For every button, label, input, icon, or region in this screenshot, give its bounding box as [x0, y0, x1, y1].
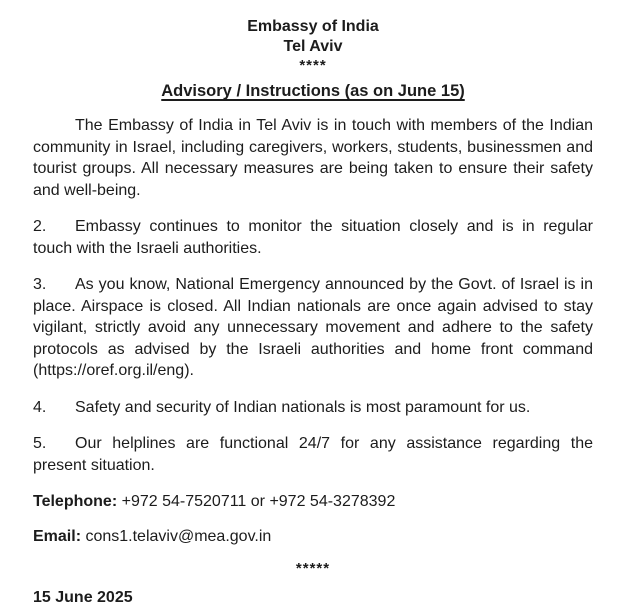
paragraph-4	[33, 397, 593, 419]
paragraph-number: 4.	[33, 398, 47, 416]
telephone-value: +972 54-7520711 or +972 54-3278392	[121, 493, 396, 510]
telephone-label: Telephone:	[33, 493, 118, 510]
separator-top: ****	[299, 57, 327, 74]
telephone-line	[33, 491, 593, 512]
paragraph-2	[33, 216, 593, 259]
paragraph-text: Our helplines are functional 24/7 for any assistance regarding the present situation.	[33, 435, 593, 474]
separator-bottom: *****	[295, 560, 331, 577]
org-city: Tel Aviv	[283, 38, 343, 55]
document-date: 15 June 2025	[33, 589, 133, 606]
paragraph-text: As you know, National Emergency announced by the Govt. of Israel is in place. Airspace is closed. All Indian nationals are once again advised to stay vigilant, strictly avoid any unnecessary movement and adhere to the safety protocols as advised by the Israeli authorities and home front command (https://oref.org.il/eng).	[33, 276, 593, 379]
paragraph-text: Safety and security of Indian nationals is most paramount for us.	[75, 398, 531, 416]
paragraph-5	[33, 433, 593, 476]
email-line	[33, 526, 593, 547]
paragraph-3	[33, 274, 593, 382]
paragraph-number: 3.	[33, 276, 47, 293]
email-label: Email:	[33, 528, 82, 545]
paragraph-number: 5.	[33, 435, 47, 452]
paragraph-text: Embassy continues to monitor the situation closely and is in regular touch with the Israeli authorities.	[33, 218, 593, 257]
org-name: Embassy of India	[247, 18, 379, 35]
document-title: Advisory / Instructions (as on June 15)	[161, 82, 465, 100]
paragraph-number: 2.	[33, 218, 47, 235]
paragraph-intro	[33, 115, 593, 201]
paragraph-text: The Embassy of India in Tel Aviv is in touch with members of the Indian community in Israel, including caregivers, workers, students, businessmen and tourist groups. All necessary measures are being taken to ensure their safety and well-being.	[33, 117, 593, 199]
email-value: cons1.telaviv@mea.gov.in	[85, 528, 272, 545]
